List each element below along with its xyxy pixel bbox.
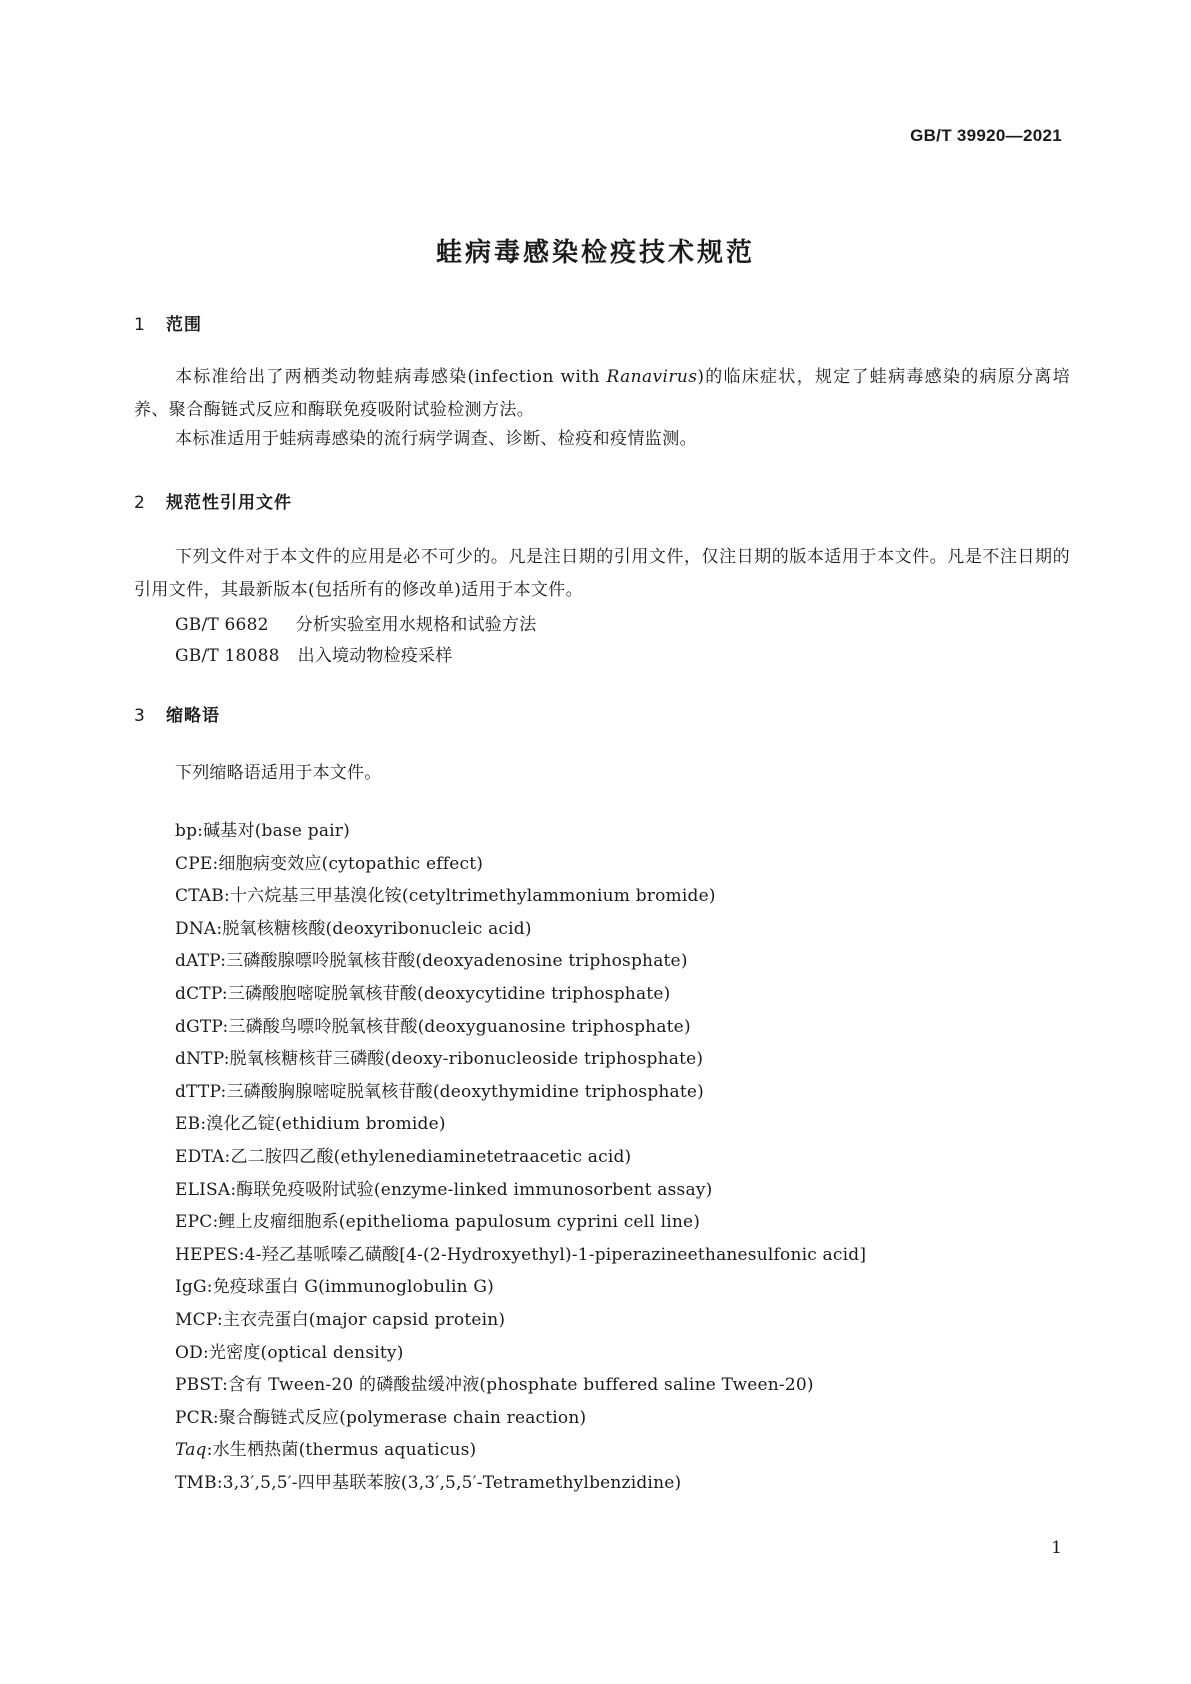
reference-name: 分析实验室用水规格和试验方法 <box>295 615 537 635</box>
abbreviation-item: dTTP:三磷酸胸腺嘧啶脱氧核苷酸(deoxythymidine triphosphate) <box>175 1081 705 1102</box>
abbreviation-value: 水生栖热菌(thermus aquaticus) <box>212 1440 477 1461</box>
abbreviation-value: 碱基对(base pair) <box>203 821 350 841</box>
abbreviation-item: EPC:鲤上皮瘤细胞系(epithelioma papulosum cyprini cell line) <box>175 1212 701 1233</box>
abbreviation-key: HEPES <box>175 1244 239 1265</box>
abbreviation-item: TMB:3,3′,5,5′-四甲基联苯胺(3,3′,5,5′-Tetramethylbenzidine) <box>175 1472 682 1493</box>
abbreviation-value: 三磷酸胞嘧啶脱氧核苷酸(deoxycytidine triphosphate) <box>227 983 671 1004</box>
section-title: 规范性引用文件 <box>166 493 292 513</box>
reference-item <box>175 610 536 635</box>
abbreviation-item: OD:光密度(optical density) <box>175 1342 404 1363</box>
scope-text-part2: )的临床症状，规定了蛙病毒感染的病原分离培养、聚合酶链式反应和酶联免疫吸附试验检测方法。 <box>134 367 1070 420</box>
abbreviation-value: 三磷酸胸腺嘧啶脱氧核苷酸(deoxythymidine triphosphate) <box>226 1081 705 1102</box>
abbreviation-key: IgG <box>175 1277 207 1298</box>
abbreviation-key: bp <box>175 821 198 841</box>
abbreviation-key: EDTA <box>175 1146 225 1167</box>
abbreviation-value: 3,3′,5,5′-四甲基联苯胺(3,3′,5,5′-Tetramethylbenzidine) <box>222 1472 682 1493</box>
abbreviation-key: Taq <box>175 1440 207 1461</box>
abbreviation-key: EB <box>175 1114 201 1135</box>
abbreviation-key: dGTP <box>175 1016 223 1037</box>
scope-paragraph-1 <box>134 361 1070 427</box>
abbreviations-intro: 下列缩略语适用于本文件。 <box>175 763 382 783</box>
reference-code: GB/T 18088 <box>175 646 280 666</box>
references-intro: 下列文件对于本文件的应用是必不可少的。凡是注日期的引用文件，仅注日期的版本适用于本文件。凡是不注日期的引用文件，其最新版本(包括所有的修改单)适用于本文件。 <box>134 547 1070 600</box>
abbreviation-item: CTAB:十六烷基三甲基溴化铵(cetyltrimethylammonium bromide) <box>175 886 716 907</box>
abbreviation-value: 脱氧核糖核苷三磷酸(deoxy-ribonucleoside triphosphate) <box>229 1049 704 1070</box>
abbreviation-item: PBST:含有 Tween-20 的磷酸盐缓冲液(phosphate buffered saline Tween-20) <box>175 1375 814 1396</box>
scope-text-part1: 本标准给出了两栖类动物蛙病毒感染(infection with <box>175 367 607 387</box>
abbreviation-key: dATP <box>175 951 221 972</box>
page-number: 1 <box>1051 1538 1062 1558</box>
reference-item <box>175 641 452 666</box>
abbreviation-value: 鲤上皮瘤细胞系(epithelioma papulosum cyprini cell line) <box>218 1212 701 1233</box>
abbreviation-value: 酶联免疫吸附试验(enzyme-linked immunosorbent assay) <box>236 1179 713 1200</box>
abbreviation-item: EB:溴化乙锭(ethidium bromide) <box>175 1114 446 1135</box>
abbreviation-key: ELISA <box>175 1179 231 1200</box>
abbreviation-item: bp:碱基对(base pair) <box>175 821 350 841</box>
abbreviation-key: PBST <box>175 1375 223 1396</box>
abbreviation-value: 三磷酸腺嘌呤脱氧核苷酸(deoxyadenosine triphosphate) <box>226 951 688 972</box>
abbreviation-item: dATP:三磷酸腺嘌呤脱氧核苷酸(deoxyadenosine triphosphate) <box>175 951 688 972</box>
abbreviation-value: 溴化乙锭(ethidium bromide) <box>206 1114 446 1135</box>
section-title: 缩略语 <box>166 706 220 726</box>
section-number: 2 <box>134 493 145 513</box>
abbreviation-item: HEPES:4-羟乙基哌嗪乙磺酸[4-(2-Hydroxyethyl)-1-piperazineethanesulfonic acid] <box>175 1244 867 1265</box>
section-heading-abbreviations <box>134 701 220 726</box>
abbreviation-key: PCR <box>175 1407 213 1428</box>
abbreviation-item: Taq:水生栖热菌(thermus aquaticus) <box>175 1440 477 1461</box>
abbreviation-value: 乙二胺四乙酸(ethylenediaminetetraacetic acid) <box>230 1146 632 1167</box>
abbreviation-item: dCTP:三磷酸胞嘧啶脱氧核苷酸(deoxycytidine triphosphate) <box>175 983 671 1004</box>
abbreviation-item: ELISA:酶联免疫吸附试验(enzyme-linked immunosorbent assay) <box>175 1179 713 1200</box>
abbreviation-value: 脱氧核糖核酸(deoxyribonucleic acid) <box>222 918 532 939</box>
abbreviation-value: 细胞病变效应(cytopathic effect) <box>218 853 484 874</box>
section-number: 1 <box>134 315 145 335</box>
standard-number: GB/T 39920—2021 <box>910 126 1062 145</box>
abbreviation-value: 4-羟乙基哌嗪乙磺酸[4-(2-Hydroxyethyl)-1-piperazineethanesulfonic acid] <box>244 1244 867 1265</box>
abbreviation-item: DNA:脱氧核糖核酸(deoxyribonucleic acid) <box>175 918 532 939</box>
abbreviation-item: dGTP:三磷酸鸟嘌呤脱氧核苷酸(deoxyguanosine triphosphate) <box>175 1016 691 1037</box>
section-heading-scope <box>134 310 202 335</box>
abbreviation-value: 十六烷基三甲基溴化铵(cetyltrimethylammonium bromide) <box>229 886 716 907</box>
section-number: 3 <box>134 706 145 726</box>
abbreviation-value: 免疫球蛋白 G(immunoglobulin G) <box>212 1277 494 1298</box>
abbreviation-key: dCTP <box>175 983 222 1004</box>
abbreviation-key: dTTP <box>175 1081 221 1102</box>
abbreviation-value: 光密度(optical density) <box>208 1342 404 1363</box>
reference-name: 出入境动物检疫采样 <box>297 646 453 666</box>
abbreviation-item: EDTA:乙二胺四乙酸(ethylenediaminetetraacetic acid) <box>175 1146 632 1167</box>
abbreviation-item: MCP:主衣壳蛋白(major capsid protein) <box>175 1309 506 1330</box>
scope-paragraph-2: 本标准适用于蛙病毒感染的流行病学调查、诊断、检疫和疫情监测。 <box>175 429 697 449</box>
abbreviation-key: MCP <box>175 1309 217 1330</box>
abbreviation-key: CTAB <box>175 886 224 907</box>
scope-text-italic: Ranavirus <box>606 367 698 387</box>
abbreviation-value: 聚合酶链式反应(polymerase chain reaction) <box>218 1407 587 1428</box>
abbreviation-value: 主衣壳蛋白(major capsid protein) <box>222 1309 506 1330</box>
abbreviation-key: dNTP <box>175 1049 224 1070</box>
abbreviation-item: CPE:细胞病变效应(cytopathic effect) <box>175 853 484 874</box>
abbreviation-item: PCR:聚合酶链式反应(polymerase chain reaction) <box>175 1407 587 1428</box>
abbreviation-value: 含有 Tween-20 的磷酸盐缓冲液(phosphate buffered saline Tween-20) <box>228 1375 814 1396</box>
document-title: 蛙病毒感染检疫技术规范 <box>435 238 755 268</box>
abbreviation-list <box>175 815 866 1499</box>
section-title: 范围 <box>166 315 202 335</box>
section-heading-references <box>134 488 292 513</box>
abbreviation-key: DNA <box>175 918 217 939</box>
abbreviation-item: IgG:免疫球蛋白 G(immunoglobulin G) <box>175 1277 494 1298</box>
abbreviation-key: OD <box>175 1342 203 1363</box>
reference-code: GB/T 6682 <box>175 615 269 635</box>
abbreviation-value: 三磷酸鸟嘌呤脱氧核苷酸(deoxyguanosine triphosphate) <box>228 1016 691 1037</box>
abbreviation-key: TMB <box>175 1472 217 1493</box>
abbreviation-key: EPC <box>175 1212 213 1233</box>
abbreviation-key: CPE <box>175 853 213 874</box>
abbreviation-item: dNTP:脱氧核糖核苷三磷酸(deoxy-ribonucleoside triphosphate) <box>175 1049 704 1070</box>
